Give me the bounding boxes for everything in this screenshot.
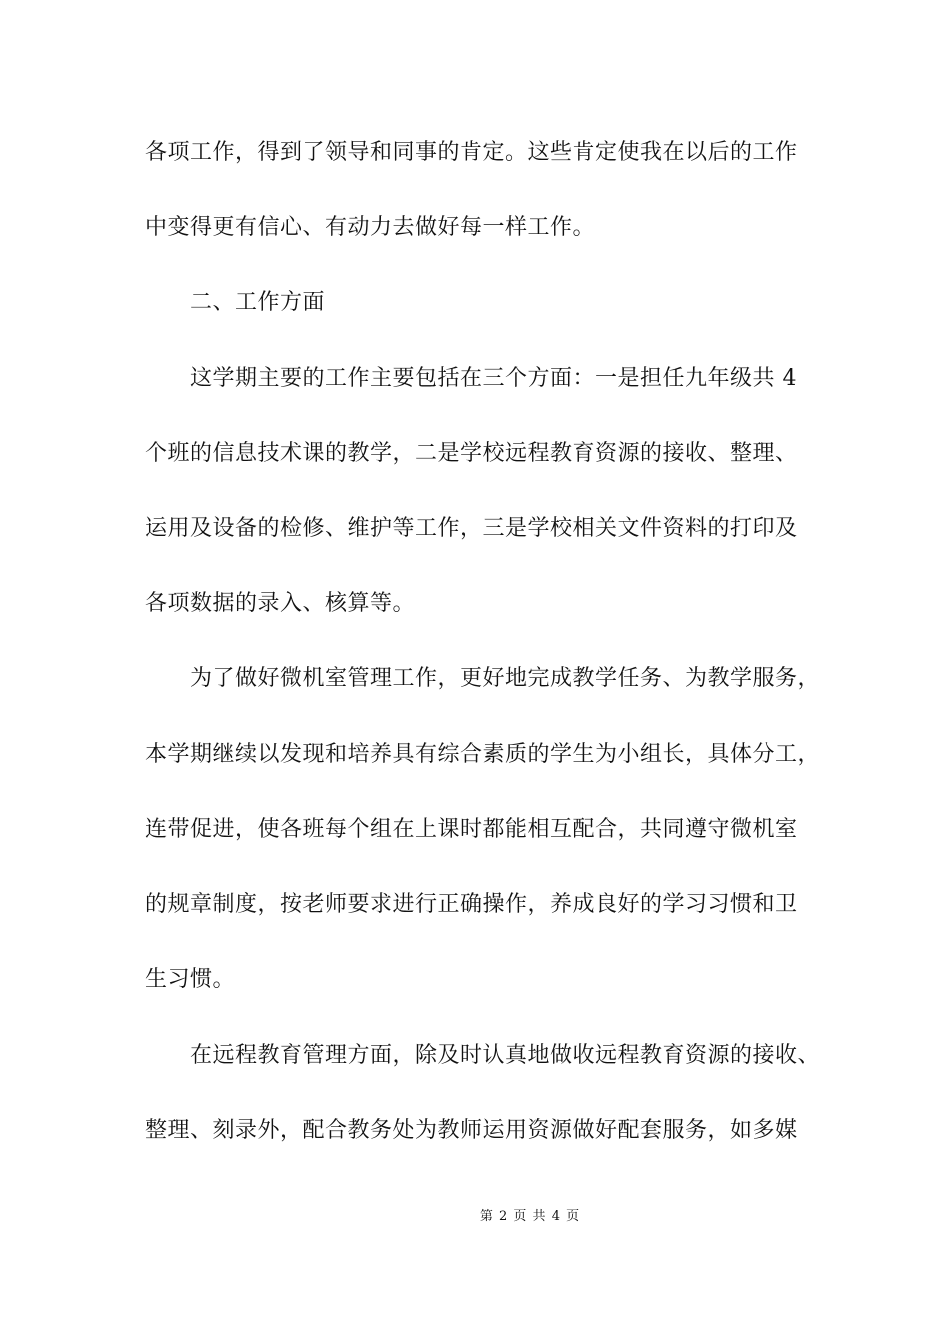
- section-heading: 二、工作方面: [190, 290, 326, 315]
- paragraph-line: 整理、刻录外，配合教务处为教师运用资源做好配套服务，如多媒: [145, 1118, 798, 1143]
- paragraph-line: 中变得更有信心、有动力去做好每一样工作。: [145, 215, 596, 240]
- paragraph-line: 的规章制度，按老师要求进行正确操作，养成良好的学习习惯和卫: [145, 892, 798, 917]
- paragraph-line: 个班的信息技术课的教学，二是学校远程教育资源的接收、整理、: [145, 441, 798, 466]
- paragraph-line: 本学期继续以发现和培养具有综合素质的学生为小组长，具体分工，: [145, 742, 821, 767]
- paragraph-line: 这学期主要的工作主要包括在三个方面：一是担任九年级共 4: [190, 366, 797, 391]
- page-number: 第 2 页 共 4 页: [479, 1209, 581, 1224]
- paragraph-line: 生习惯。: [145, 967, 236, 992]
- paragraph-line: 为了做好微机室管理工作，更好地完成教学任务、为教学服务，: [190, 666, 821, 691]
- paragraph-line: 运用及设备的检修、维护等工作，三是学校相关文件资料的打印及: [145, 516, 798, 541]
- paragraph-line: 各项数据的录入、核算等。: [145, 591, 416, 616]
- paragraph-line: 在远程教育管理方面，除及时认真地做收远程教育资源的接收、: [190, 1043, 821, 1068]
- paragraph-line: 各项工作，得到了领导和同事的肯定。这些肯定使我在以后的工作: [145, 140, 798, 165]
- paragraph-line: 连带促进，使各班每个组在上课时都能相互配合，共同遵守微机室: [145, 817, 798, 842]
